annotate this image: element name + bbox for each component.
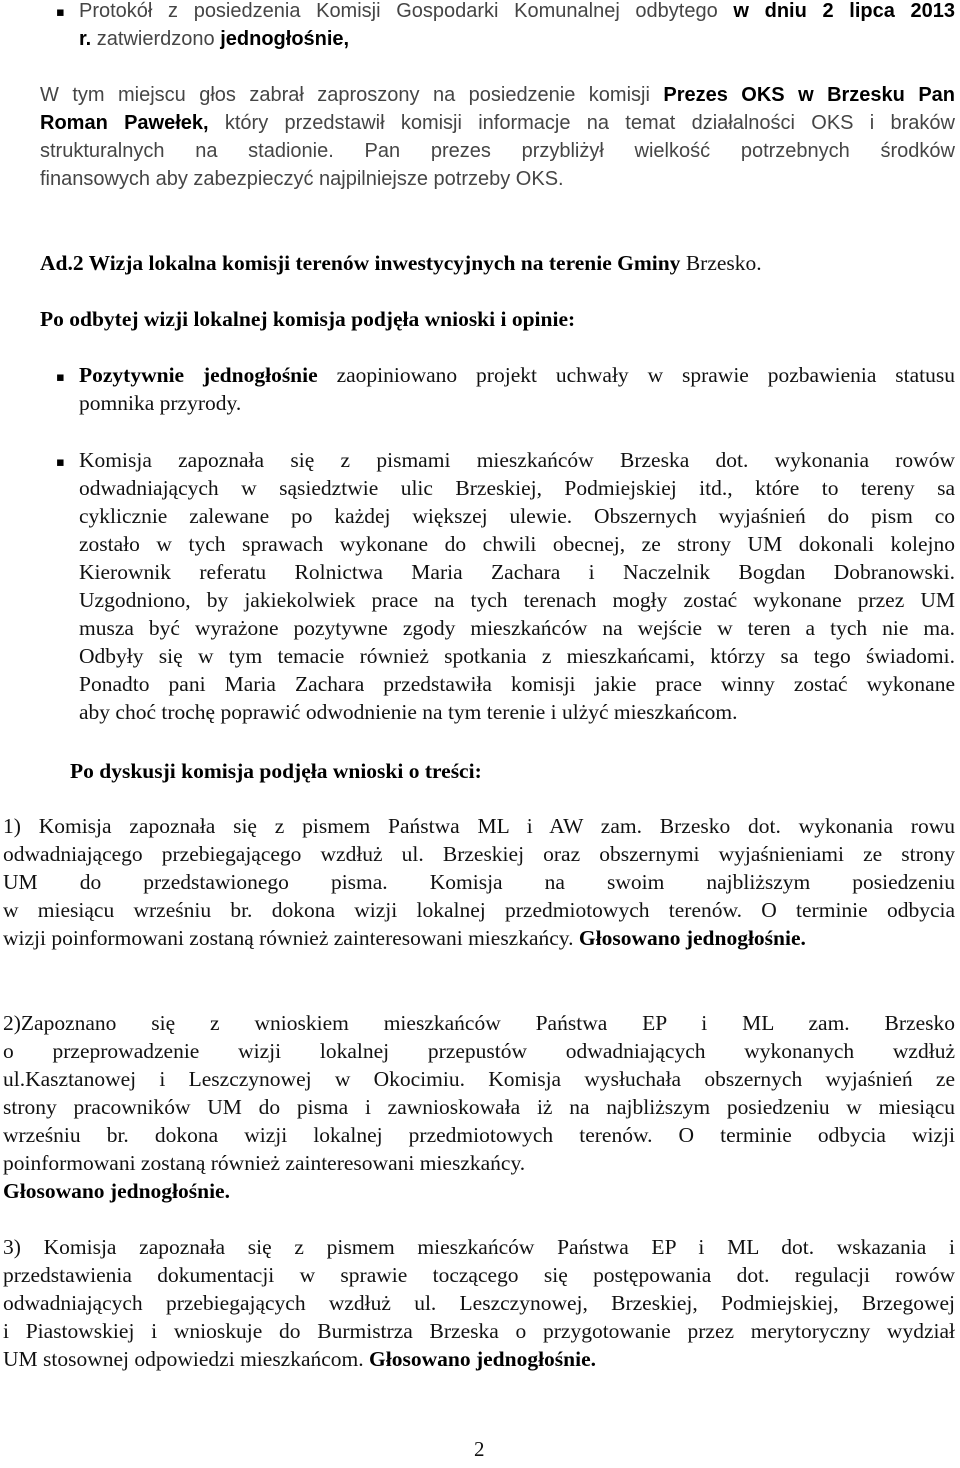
motion-1-line-3: UM do przedstawionego pisma. Komisja na swoim najbliższym posiedzeniu	[3, 870, 955, 894]
motion-2-line-3: ul.Kasztanowej i Leszczynowej w Okocimiu. Komisja wysłuchała obszernych wyjaśnień ze	[3, 1067, 955, 1091]
opinion-item-2-line-4: zostało w tych sprawach wykonane do chwili obecnej, ze strony UM dokonali kolejno	[79, 532, 955, 556]
protocol-approval-line-2: r. zatwierdzono jednogłośnie,	[79, 28, 350, 50]
motion-3-line-4: i Piastowskiej i wnioskuje do Burmistrza Brzeska o przygotowanie przez merytoryczny wydział	[3, 1319, 955, 1343]
bullet-marker: ▪	[56, 455, 65, 470]
motion-1-line-5: wizji poinformowani zostaną również zainteresowani mieszkańcy. Głosowano jednogłośnie.	[3, 926, 806, 950]
opinion-item-2-line-9: Ponadto pani Maria Zachara przedstawiła komisji jakie prace winny zostać wykonane	[79, 672, 955, 696]
motion-3-line-3: odwadniających przebiegających wzdłuż ul. Leszczynowej, Brzeskiej, Podmiejskiej, Brzegowej	[3, 1291, 955, 1315]
motion-3-line-1: 3) Komisja zapoznała się z pismem mieszkańców Państwa EP i ML dot. wskazania i	[3, 1235, 955, 1259]
motion-3-line-2: przedstawienia dokumentacji w sprawie toczącego się postępowania dot. regulacji rowów	[3, 1263, 955, 1287]
motion-2-line-4: strony pracowników UM do pisma i zawnioskowała iż na najbliższym posiedzeniu w miesiącu	[3, 1095, 955, 1119]
opinion-item-2-line-7: musza być wyrażone pozytywne zgody mieszkańców na wejście w teren a tych nie ma.	[79, 616, 955, 640]
oks-paragraph-line-4: finansowych aby zabezpieczyć najpilniejsze potrzeby OKS.	[40, 168, 564, 190]
oks-paragraph-line-2: Roman Pawełek, który przedstawił komisji informacje na temat działalności OKS i braków	[40, 112, 956, 134]
oks-paragraph-line-1: W tym miejscu głos zabrał zaproszony na posiedzenie komisji Prezes OKS w Brzesku Pan	[40, 84, 956, 106]
section-heading-ad2: Ad.2 Wizja lokalna komisji terenów inwestycyjnych na terenie Gminy Brzesko.	[40, 251, 762, 275]
motion-1-line-1: 1) Komisja zapoznała się z pismem Państwa ML i AW zam. Brzesko dot. wykonania rowu	[3, 814, 955, 838]
motion-2-line-7: Głosowano jednogłośnie.	[3, 1179, 230, 1203]
wnioski-heading: Po odbytej wizji lokalnej komisja podjęła wnioski i opinie:	[40, 307, 576, 331]
motion-2-line-1: 2)Zapoznano się z wnioskiem mieszkańców Państwa EP i ML zam. Brzesko	[3, 1011, 955, 1035]
page-number: 2	[474, 1437, 485, 1461]
dyskusja-heading: Po dyskusji komisja podjęła wnioski o treści:	[70, 759, 482, 783]
bullet-marker: ▪	[56, 5, 65, 20]
bullet-marker: ▪	[56, 370, 65, 385]
motion-1-line-4: w miesiącu wrześniu br. dokona wizji lokalnej przedmiotowych terenów. O terminie odbycia	[3, 898, 955, 922]
protocol-approval-line-1: Protokół z posiedzenia Komisji Gospodarki Komunalnej odbytego w dniu 2 lipca 2013	[79, 0, 955, 22]
opinion-item-1-line-1: Pozytywnie jednogłośnie zaopiniowano projekt uchwały w sprawie pozbawienia statusu	[79, 363, 955, 387]
motion-1-line-2: odwadniającego przebiegającego wzdłuż ul. Brzeskiej oraz obszernymi wyjaśnieniami ze strony	[3, 842, 955, 866]
motion-2-line-2: o przeprowadzenie wizji lokalnej przepustów odwadniających wykonanych wzdłuż	[3, 1039, 955, 1063]
motion-2-line-5: wrześniu br. dokona wizji lokalnej przedmiotowych terenów. O terminie odbycia wizji	[3, 1123, 955, 1147]
opinion-item-1-line-2: pomnika przyrody.	[79, 391, 242, 415]
motion-3-line-5: UM stosownej odpowiedzi mieszkańcom. Głosowano jednogłośnie.	[3, 1347, 597, 1371]
motion-2-line-6: poinformowani zostaną również zainteresowani mieszkańcy.	[3, 1151, 526, 1175]
opinion-item-2-line-10: aby choć trochę poprawić odwodnienie na tym terenie i ulżyć mieszkańcom.	[79, 700, 738, 724]
opinion-item-2-line-8: Odbyły się w tym temacie również spotkania z mieszkańcami, którzy sa tego świadomi.	[79, 644, 955, 668]
opinion-item-2-line-3: cyklicznie zalewane po każdej większej ulewie. Obszernych wyjaśnień do pism co	[79, 504, 955, 528]
opinion-item-2-line-2: odwadniających w sąsiedztwie ulic Brzeskiej, Podmiejskiej itd., które to tereny sa	[79, 476, 955, 500]
opinion-item-2-line-5: Kierownik referatu Rolnictwa Maria Zachara i Naczelnik Bogdan Dobranowski.	[79, 560, 955, 584]
opinion-item-2-line-6: Uzgodniono, by jakiekolwiek prace na tych terenach mogły zostać wykonane przez UM	[79, 588, 955, 612]
oks-paragraph-line-3: strukturalnych na stadionie. Pan prezes przybliżył wielkość potrzebnych środków	[40, 140, 955, 162]
opinion-item-2-line-1: Komisja zapoznała się z pismami mieszkańców Brzeska dot. wykonania rowów	[79, 448, 955, 472]
